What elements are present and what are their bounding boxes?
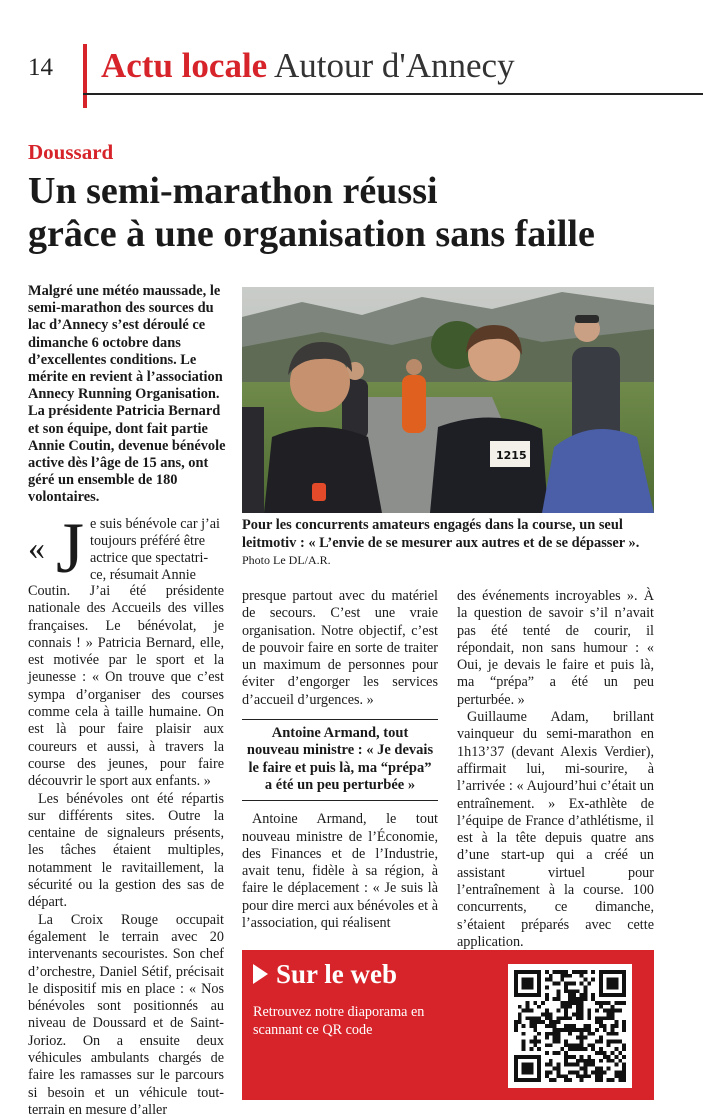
drop-line-2: toujours préféré être: [90, 533, 206, 549]
runner-bib-number: 1215: [496, 449, 527, 462]
subsection-name: Autour d'Annecy: [274, 46, 515, 85]
photo-caption: [242, 517, 662, 570]
qr-modules: [514, 970, 626, 1082]
opening-quote-mark: «: [28, 530, 45, 567]
photo-credit: Photo Le DL/A.R.: [242, 553, 331, 567]
paragraph-minister: Antoine Armand, le tout nouveau ministre de l’Économie, des Finances et de l’Industrie, avait tenu, fidèle à sa région, à faire le déplacement : « Je suis là pour dire merci aux bénévoles et à l’association, qui réalisent: [242, 811, 438, 932]
qr-code-icon: [514, 970, 626, 1082]
article-title-line2: grâce à une organisation sans faille: [28, 213, 595, 255]
caption-text: Pour les concurrents amateurs engagés dans la course, un seul leitmotiv : « L’envie de se mesurer aux autres et de se dépasser ».: [242, 517, 640, 551]
drop-cap-letter: J: [56, 508, 85, 588]
paragraph-minister-quote: des événements incroyables ». À la question de savoir s’il n’avait pas été tenté de courir, il répondait, non sans humour : « Oui, je devais le faire et puis là, ma “prépa” a été un peu perturbée. »: [457, 588, 654, 708]
paragraph-volunteers: Les bénévoles ont été répartis sur différents sites. Outre la centaine de signaleurs présents, les tâches étaient multiples, notamment le ravitaillement, la sécurité ou la gestion des sas de départ.: [28, 790, 224, 911]
web-promo-box: [242, 950, 654, 1100]
article-column-3: [457, 588, 654, 971]
web-title-text: Sur le web: [276, 959, 398, 989]
paragraph-red-cross: La Croix Rouge occupait également le terrain avec 20 intervenants secouristes. Son chef d’orchestre, Daniel Sétif, précisait le dispositif mis en place : « Nos bénévoles sont positionnés au niveau de Doussard et de Saint-Jorioz. On a ensuite deux véhicules ambulants chargés de faire les ramasses sur le parcours si besoin et un véhicule tout-terrain en mesure d’aller: [28, 911, 224, 1118]
article-column-2: [242, 588, 438, 932]
article-title-line1: Un semi-marathon réussi: [28, 170, 438, 212]
article-column-1: [28, 508, 224, 1118]
paragraph-equipment: presque partout avec du matériel de secours. C’est une vraie organisation. Notre objectif, c’est de pouvoir faire en sorte de traiter un maximum de personnes pour éviter d’engorger les services d’accueil d’urgences. »: [242, 588, 438, 708]
qr-code[interactable]: [508, 964, 632, 1088]
runners-photo: [242, 287, 654, 513]
drop-line-3: actrice que spectatri-: [90, 550, 209, 566]
page-number: 14: [28, 54, 53, 81]
drop-line-1: e suis bénévole car j’ai: [90, 516, 220, 532]
article-photo: [242, 287, 654, 513]
article-kicker: Doussard: [28, 140, 114, 164]
drop-cap-block: [28, 508, 224, 588]
paragraph-winner: Guillaume Adam, brillant vainqueur du semi-marathon en 1h13’37 (devant Alexis Verdier), affirmait lui, mi-sourire, à l’arrivée : « Aujourd’hui c’était un entraînement. » Ex-athlète de l’équipe de France d’athlétisme, il est à la tête depuis quatre ans d’une start-up qui a créé un assistant virtuel pour l’entraînement à la course. 100 concurrents, ce dimanche, s’étaient préparés avec cette application.: [457, 709, 654, 950]
article-lead: Malgré une météo maussade, le semi-marathon des sources du lac d’Annecy s’est déroulé ce dimanche 6 octobre dans d’excellentes conditions. Le mérite en revient à l’association Annecy Running Organisation. La présidente Patricia Bernard et son équipe, dont fait partie Annie Coutin, devenue bénévole active dès l’âge de 15 ans, ont géré un ensemble de 180 volontaires.: [28, 283, 226, 506]
header-rule: [83, 93, 703, 95]
section-header: [101, 46, 515, 86]
article-title: [28, 170, 688, 256]
intertitle-box: Antoine Armand, tout nouveau ministre : « Je devais le faire et puis là, ma “prépa” a été un peu perturbée »: [242, 719, 438, 801]
play-arrow-icon: [253, 964, 268, 984]
drop-line-4: ce, résumait Annie: [90, 567, 196, 583]
web-promo-title: [253, 959, 397, 990]
web-promo-text: Retrouvez notre diaporama en scannant ce QR code: [253, 1004, 425, 1038]
header-red-bar: [83, 44, 87, 108]
section-name: Actu locale: [101, 46, 268, 85]
paragraph-quote-coutin: Coutin. J’ai été présidente nationale des Accueils des villes françaises. Le bénévolat, je connais ! » Patricia Bernard, elle, est motivée par le sport et la jeunesse : « On trouve que c’est sympa d’organiser des courses comme cela à taille humaine. On est là pour faire plaisir aux coureurs et aussi, à travers la course des jeunes, pour faire découvrir le sport aux enfants. »: [28, 583, 224, 790]
